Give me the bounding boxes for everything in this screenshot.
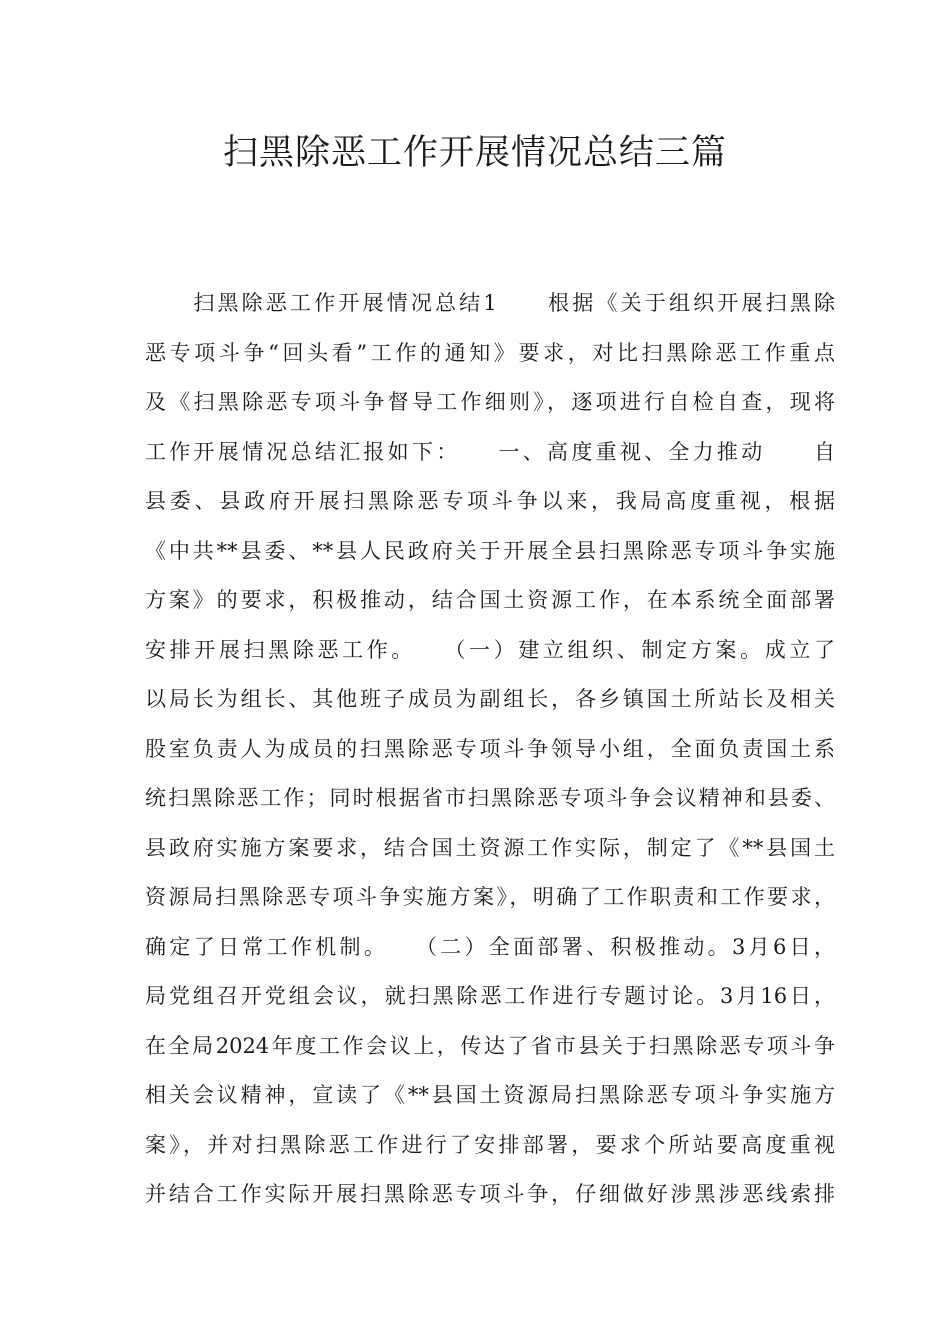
body-line: 在全局2024年度工作会议上，传达了省市县关于扫黑除恶专项斗争	[145, 1033, 835, 1058]
body-line: 《中共**县委、**县人民政府关于开展全县扫黑除恶专项斗争实施	[145, 538, 835, 563]
document-title: 扫黑除恶工作开展情况总结三篇	[222, 133, 727, 173]
body-line: 扫黑除恶工作开展情况总结1 根据《关于组织开展扫黑除	[145, 291, 835, 315]
body-line: 安排开展扫黑除恶工作。 （一）建立组织、制定方案。成立了	[145, 637, 835, 662]
body-line: 工作开展情况总结汇报如下： 一、高度重视、全力推动 自	[145, 439, 835, 464]
body-line: 局党组召开党组会议，就扫黑除恶工作进行专题讨论。3月16日，	[145, 984, 835, 1008]
body-line: 以局长为组长、其他班子成员为副组长，各乡镇国土所站长及相关	[145, 687, 835, 711]
body-line: 及《扫黑除恶专项斗争督导工作细则》，逐项进行自检自查，现将	[145, 390, 835, 414]
body-line: 县政府实施方案要求，结合国土资源工作实际，制定了《**县国土	[145, 835, 835, 860]
body-line: 并结合工作实际开展扫黑除恶专项斗争，仔细做好涉黑涉恶线索排	[145, 1182, 835, 1206]
body-line: 相关会议精神，宣读了《**县国土资源局扫黑除恶专项斗争实施方	[145, 1083, 835, 1107]
document-body	[145, 279, 835, 1220]
body-line: 案》，并对扫黑除恶工作进行了安排部署，要求个所站要高度重视	[145, 1132, 835, 1157]
body-line: 方案》的要求，积极推动，结合国土资源工作，在本系统全面部署	[145, 588, 835, 612]
body-line: 确定了日常工作机制。 （二）全面部署、积极推动。3月6日，	[145, 934, 835, 959]
body-line: 统扫黑除恶工作；同时根据省市扫黑除恶专项斗争会议精神和县委、	[145, 786, 835, 810]
body-line: 资源局扫黑除恶专项斗争实施方案》，明确了工作职责和工作要求，	[145, 885, 835, 909]
body-line: 股室负责人为成员的扫黑除恶专项斗争领导小组，全面负责国土系	[145, 736, 835, 761]
body-line: 恶专项斗争“回头看”工作的通知》要求，对比扫黑除恶工作重点	[145, 340, 835, 365]
body-line: 县委、县政府开展扫黑除恶专项斗争以来，我局高度重视，根据	[145, 489, 835, 513]
